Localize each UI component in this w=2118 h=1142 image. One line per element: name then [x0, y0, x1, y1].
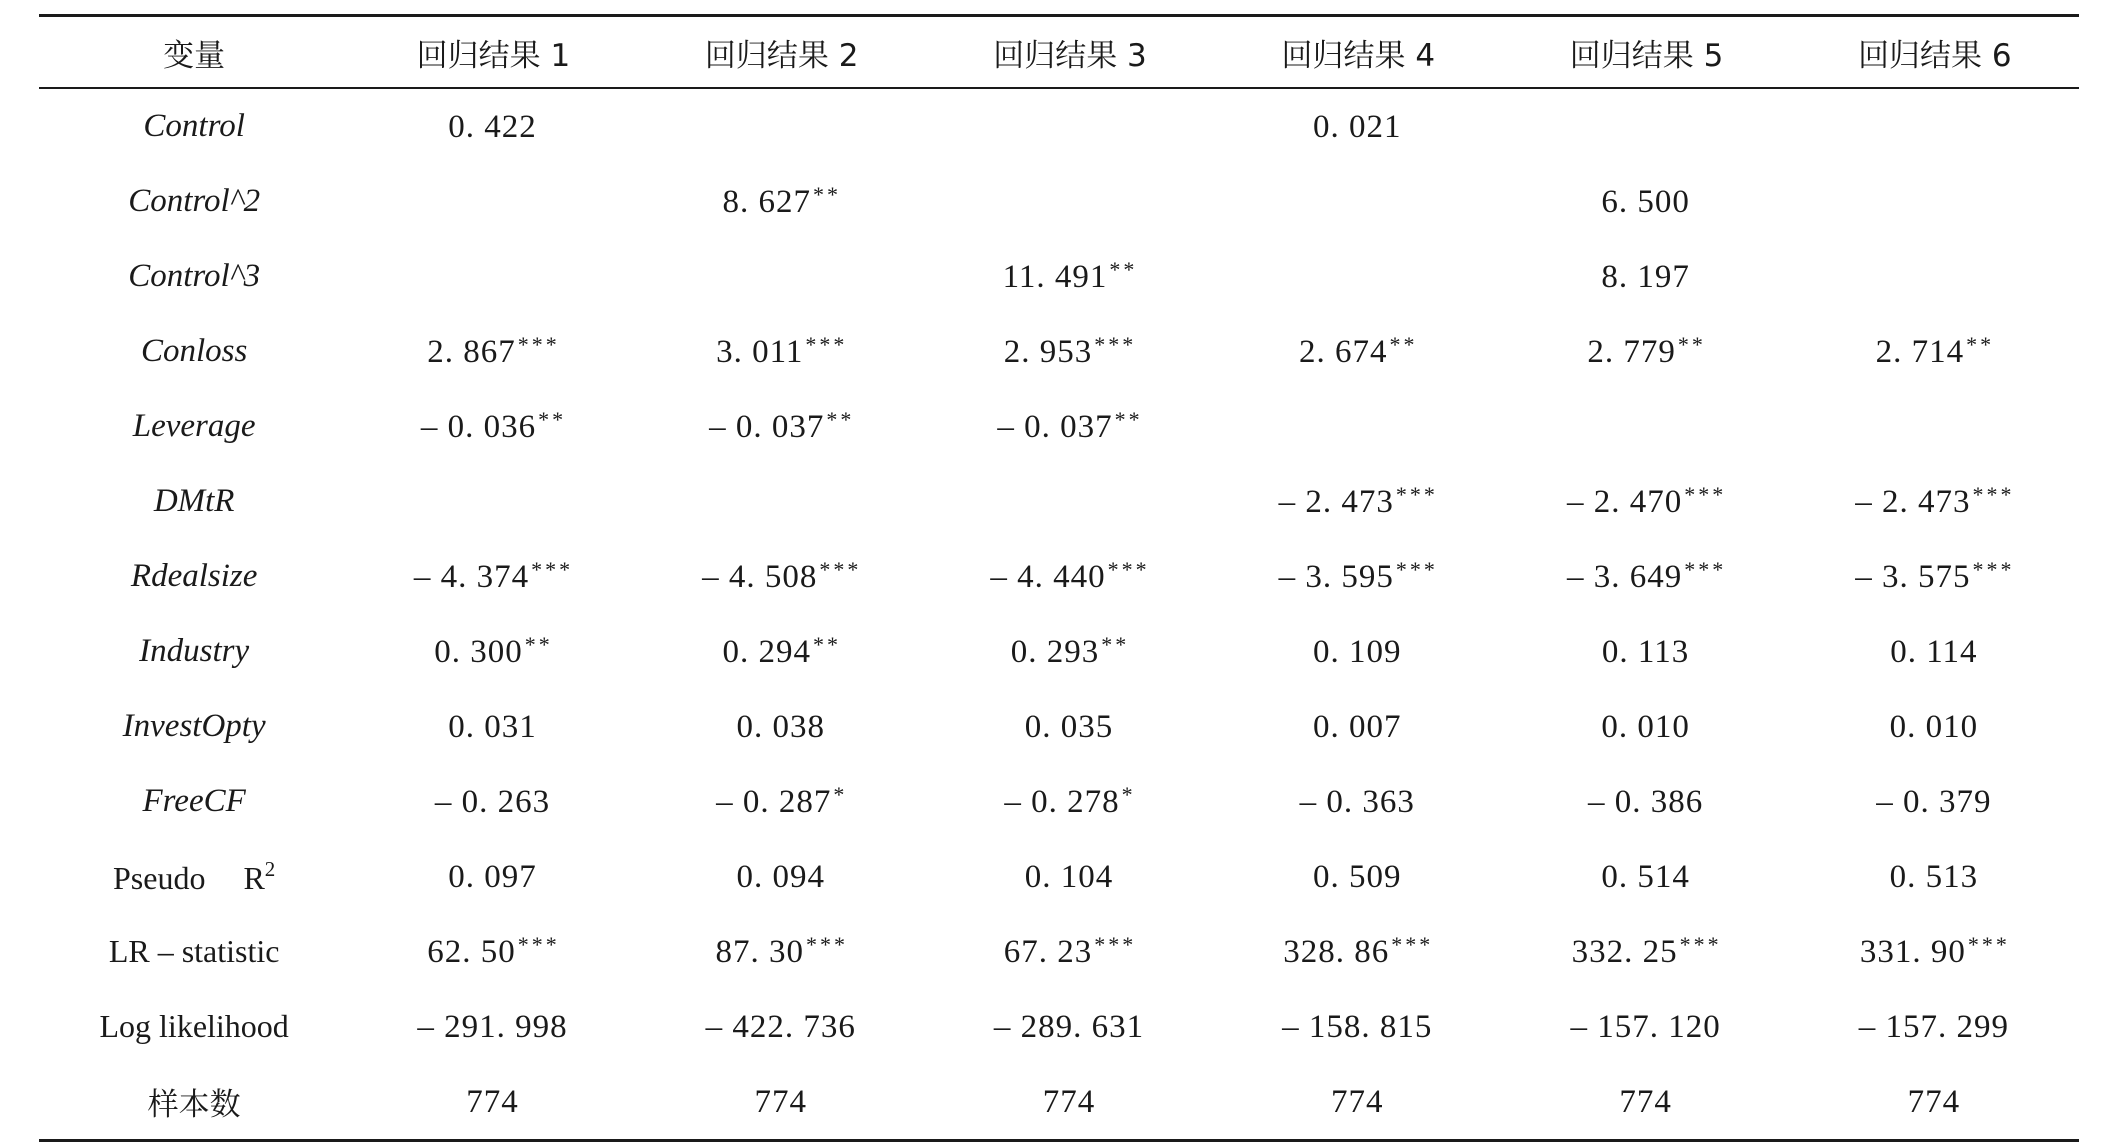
table-cell — [349, 239, 637, 314]
cell-value: – 4. 440 — [990, 559, 1106, 595]
table-cell — [1502, 389, 1790, 464]
header-result-3: 回归结果 3 — [993, 37, 1147, 74]
significance-stars: ** — [826, 407, 855, 432]
regression-table-container — [39, 14, 2079, 1142]
table-cell — [349, 914, 637, 989]
cell-value: 2. 714 — [1875, 334, 1965, 370]
cell-value: 3. 011 — [716, 334, 804, 370]
cell-value: 0. 509 — [1313, 859, 1402, 895]
table-cell — [1791, 239, 2079, 314]
table-cell — [1502, 164, 1790, 239]
significance-stars: *** — [819, 557, 862, 582]
cell-value: 0. 038 — [736, 709, 825, 745]
cell-value: 2. 674 — [1299, 334, 1388, 370]
header-row — [39, 17, 2079, 87]
cell-value: – 157. 299 — [1858, 1009, 2009, 1045]
table-cell — [1214, 89, 1502, 164]
table-cell — [1214, 1064, 1502, 1139]
table-cell — [926, 539, 1214, 614]
table-cell — [1214, 689, 1502, 764]
table-cell — [1791, 539, 2079, 614]
table-row — [39, 539, 2079, 614]
table-cell — [638, 614, 926, 689]
significance-stars: *** — [1391, 932, 1434, 957]
row-label: Log likelihood — [99, 1008, 289, 1044]
header-variable: 变量 — [163, 37, 226, 74]
table-cell — [1502, 239, 1790, 314]
table-cell — [926, 464, 1214, 539]
table-cell — [638, 239, 926, 314]
table-cell — [926, 389, 1214, 464]
cell-value: 8. 197 — [1601, 259, 1690, 295]
cell-value: 774 — [1907, 1084, 1961, 1120]
cell-value: – 0. 386 — [1587, 784, 1704, 820]
table-cell — [926, 914, 1214, 989]
table-cell — [349, 839, 637, 914]
cell-value: 331. 90 — [1859, 934, 1966, 970]
table-cell — [1214, 914, 1502, 989]
cell-value: – 3. 595 — [1278, 559, 1394, 595]
cell-value: 0. 300 — [434, 634, 523, 670]
cell-value: – 2. 473 — [1855, 484, 1971, 520]
row-label: Control — [143, 108, 245, 144]
significance-stars: ** — [1101, 632, 1130, 657]
cell-value: – 0. 037 — [709, 409, 825, 445]
significance-stars: ** — [524, 632, 553, 657]
cell-value: 774 — [1331, 1084, 1384, 1120]
table-row — [39, 914, 2079, 989]
cell-value: 0. 294 — [722, 634, 811, 670]
cell-value: – 157. 120 — [1570, 1009, 1721, 1045]
row-label: Conloss — [140, 333, 248, 369]
row-label: Rdealsize — [130, 558, 258, 594]
significance-stars: *** — [1684, 557, 1727, 582]
cell-value: – 4. 374 — [413, 559, 530, 595]
table-cell — [1502, 464, 1790, 539]
table-row — [39, 464, 2079, 539]
row-label: Control^3 — [128, 258, 261, 294]
table-row — [39, 1064, 2079, 1139]
table-cell — [638, 539, 926, 614]
significance-stars: *** — [1395, 482, 1438, 507]
table-row — [39, 314, 2079, 389]
cell-value: 2. 867 — [427, 334, 516, 370]
table-cell — [926, 239, 1214, 314]
table-cell — [349, 1064, 637, 1139]
table-cell — [1502, 764, 1790, 839]
table-cell — [926, 314, 1214, 389]
table-cell — [1791, 389, 2079, 464]
row-label: 样本数 — [147, 1087, 241, 1123]
cell-value: – 158. 815 — [1282, 1009, 1433, 1045]
table-cell — [1214, 614, 1502, 689]
table-cell — [1214, 764, 1502, 839]
table-cell — [638, 989, 926, 1064]
table-cell — [638, 764, 926, 839]
table-cell — [1791, 89, 2079, 164]
cell-value: 328. 86 — [1283, 934, 1390, 970]
cell-value: – 3. 649 — [1566, 559, 1683, 595]
row-label: InvestOpty — [122, 708, 266, 744]
row-label — [39, 839, 349, 914]
table-cell — [1791, 989, 2079, 1064]
table-cell — [638, 89, 926, 164]
regression-table-body — [39, 89, 2079, 1139]
table-cell — [1791, 1064, 2079, 1139]
table-cell — [1791, 839, 2079, 914]
cell-value: – 289. 631 — [993, 1009, 1145, 1045]
cell-value: – 0. 278 — [1004, 784, 1120, 820]
significance-stars: *** — [1395, 557, 1438, 582]
cell-value: 6. 500 — [1601, 184, 1690, 220]
table-cell — [1791, 764, 2079, 839]
cell-value: – 0. 287 — [716, 784, 832, 820]
table-row — [39, 839, 2079, 914]
significance-stars: ** — [1966, 332, 1995, 357]
table-cell — [926, 989, 1214, 1064]
table-cell — [349, 539, 637, 614]
table-cell — [926, 89, 1214, 164]
cell-value: 774 — [1619, 1084, 1672, 1120]
table-cell — [349, 689, 637, 764]
significance-stars: *** — [1972, 482, 2015, 507]
cell-value: 0. 514 — [1601, 859, 1690, 895]
table-cell — [638, 314, 926, 389]
table-cell — [638, 914, 926, 989]
significance-stars: *** — [1107, 557, 1150, 582]
table-cell — [1791, 914, 2079, 989]
significance-stars: *** — [1679, 932, 1722, 957]
cell-value: 0. 114 — [1890, 634, 1978, 670]
table-cell — [926, 764, 1214, 839]
table-cell — [349, 389, 637, 464]
header-result-6: 回归结果 6 — [1858, 37, 2012, 74]
cell-value: 774 — [466, 1084, 519, 1120]
significance-stars: *** — [517, 332, 560, 357]
table-cell — [1502, 989, 1790, 1064]
table-cell — [1791, 614, 2079, 689]
table-cell — [1214, 239, 1502, 314]
significance-stars: ** — [538, 407, 567, 432]
significance-stars: *** — [531, 557, 574, 582]
table-cell — [926, 839, 1214, 914]
significance-stars: *** — [1967, 932, 2010, 957]
table-cell — [1214, 839, 1502, 914]
cell-value: – 2. 473 — [1278, 484, 1394, 520]
table-cell — [1502, 89, 1790, 164]
table-cell — [349, 614, 637, 689]
cell-value: 0. 422 — [448, 109, 537, 145]
cell-value: 774 — [1042, 1084, 1096, 1120]
table-cell — [1214, 164, 1502, 239]
table-row — [39, 389, 2079, 464]
table-cell — [1791, 689, 2079, 764]
table-cell — [1502, 614, 1790, 689]
table-cell — [638, 1064, 926, 1139]
table-cell — [926, 689, 1214, 764]
cell-value: – 3. 575 — [1855, 559, 1971, 595]
cell-value: 0. 021 — [1313, 109, 1402, 145]
header-result-2: 回归结果 2 — [704, 37, 859, 74]
cell-value: 0. 094 — [736, 859, 825, 895]
significance-stars: *** — [1684, 482, 1727, 507]
table-cell — [926, 164, 1214, 239]
cell-value: – 0. 363 — [1299, 784, 1415, 820]
table-cell — [1214, 464, 1502, 539]
cell-value: 0. 104 — [1024, 859, 1114, 895]
row-label: DMtR — [153, 483, 235, 519]
table-cell — [1214, 539, 1502, 614]
significance-stars: ** — [1114, 407, 1143, 432]
significance-stars: ** — [812, 182, 841, 207]
table-cell — [1214, 389, 1502, 464]
table-cell — [1502, 1064, 1790, 1139]
table-cell — [349, 314, 637, 389]
table-cell — [926, 614, 1214, 689]
cell-value: 67. 23 — [1003, 934, 1093, 970]
table-cell — [1502, 689, 1790, 764]
cell-value: 11. 491 — [1002, 259, 1108, 295]
cell-value: 62. 50 — [427, 934, 516, 970]
table-cell — [638, 839, 926, 914]
table-row — [39, 764, 2079, 839]
cell-value: 0. 035 — [1024, 709, 1114, 745]
table-cell — [638, 464, 926, 539]
cell-value: 0. 007 — [1313, 709, 1402, 745]
table-cell — [1791, 164, 2079, 239]
cell-value: – 291. 998 — [417, 1009, 568, 1045]
cell-value: 0. 010 — [1601, 709, 1690, 745]
table-row — [39, 89, 2079, 164]
row-label-r: R — [243, 859, 265, 896]
row-label: FreeCF — [142, 783, 246, 819]
table-cell — [349, 164, 637, 239]
table-cell — [1502, 914, 1790, 989]
cell-value: 0. 109 — [1313, 634, 1402, 670]
row-label: Leverage — [132, 408, 256, 444]
table-cell — [638, 389, 926, 464]
cell-value: 774 — [754, 1084, 807, 1120]
table-cell — [1791, 314, 2079, 389]
table-cell — [1502, 839, 1790, 914]
significance-stars: * — [833, 782, 848, 807]
cell-value: – 0. 036 — [420, 409, 537, 445]
row-label-superscript: 2 — [264, 856, 276, 881]
table-row — [39, 614, 2079, 689]
header-result-4: 回归结果 4 — [1281, 37, 1436, 74]
cell-value: 2. 779 — [1587, 334, 1676, 370]
significance-stars: ** — [1677, 332, 1706, 357]
table-row — [39, 239, 2079, 314]
regression-table — [39, 17, 2079, 87]
row-label-text: Pseudo — [113, 859, 206, 896]
table-cell — [926, 1064, 1214, 1139]
significance-stars: *** — [805, 332, 848, 357]
table-row — [39, 689, 2079, 764]
table-header — [39, 17, 2079, 87]
cell-value: 332. 25 — [1571, 934, 1678, 970]
row-label: Control^2 — [128, 183, 261, 219]
cell-value: 8. 627 — [722, 184, 811, 220]
significance-stars: *** — [1094, 932, 1137, 957]
table-row — [39, 989, 2079, 1064]
table-cell — [1214, 314, 1502, 389]
cell-value: – 2. 470 — [1566, 484, 1683, 520]
table-cell — [1502, 314, 1790, 389]
table-cell — [1214, 989, 1502, 1064]
significance-stars: *** — [805, 932, 848, 957]
significance-stars: *** — [1094, 332, 1137, 357]
cell-value: 0. 113 — [1601, 634, 1690, 670]
table-cell — [349, 989, 637, 1064]
cell-value: 0. 513 — [1889, 859, 1979, 895]
significance-stars: ** — [812, 632, 841, 657]
cell-value: – 422. 736 — [705, 1009, 856, 1045]
significance-stars: ** — [1389, 332, 1418, 357]
table-cell — [638, 689, 926, 764]
cell-value: 0. 031 — [448, 709, 537, 745]
cell-value: 0. 097 — [448, 859, 537, 895]
row-label: Industry — [139, 633, 250, 669]
table-cell — [1791, 464, 2079, 539]
table-body — [39, 89, 2079, 1139]
significance-stars: ** — [1109, 257, 1138, 282]
table-row — [39, 164, 2079, 239]
cell-value: 0. 293 — [1010, 634, 1100, 670]
table-cell — [638, 164, 926, 239]
significance-stars: *** — [517, 932, 560, 957]
cell-value: – 0. 037 — [997, 409, 1113, 445]
cell-value: – 4. 508 — [702, 559, 818, 595]
row-label: LR – statistic — [108, 933, 280, 969]
table-cell — [349, 89, 637, 164]
cell-value: – 0. 379 — [1876, 784, 1992, 820]
table-cell — [349, 464, 637, 539]
cell-value: 0. 010 — [1889, 709, 1979, 745]
cell-value: – 0. 263 — [434, 784, 551, 820]
significance-stars: * — [1121, 782, 1136, 807]
header-result-1: 回归结果 1 — [416, 37, 571, 74]
table-cell — [1502, 539, 1790, 614]
cell-value: 2. 953 — [1003, 334, 1093, 370]
table-cell — [349, 764, 637, 839]
cell-value: 87. 30 — [715, 934, 804, 970]
header-result-5: 回归结果 5 — [1569, 37, 1724, 74]
significance-stars: *** — [1972, 557, 2015, 582]
